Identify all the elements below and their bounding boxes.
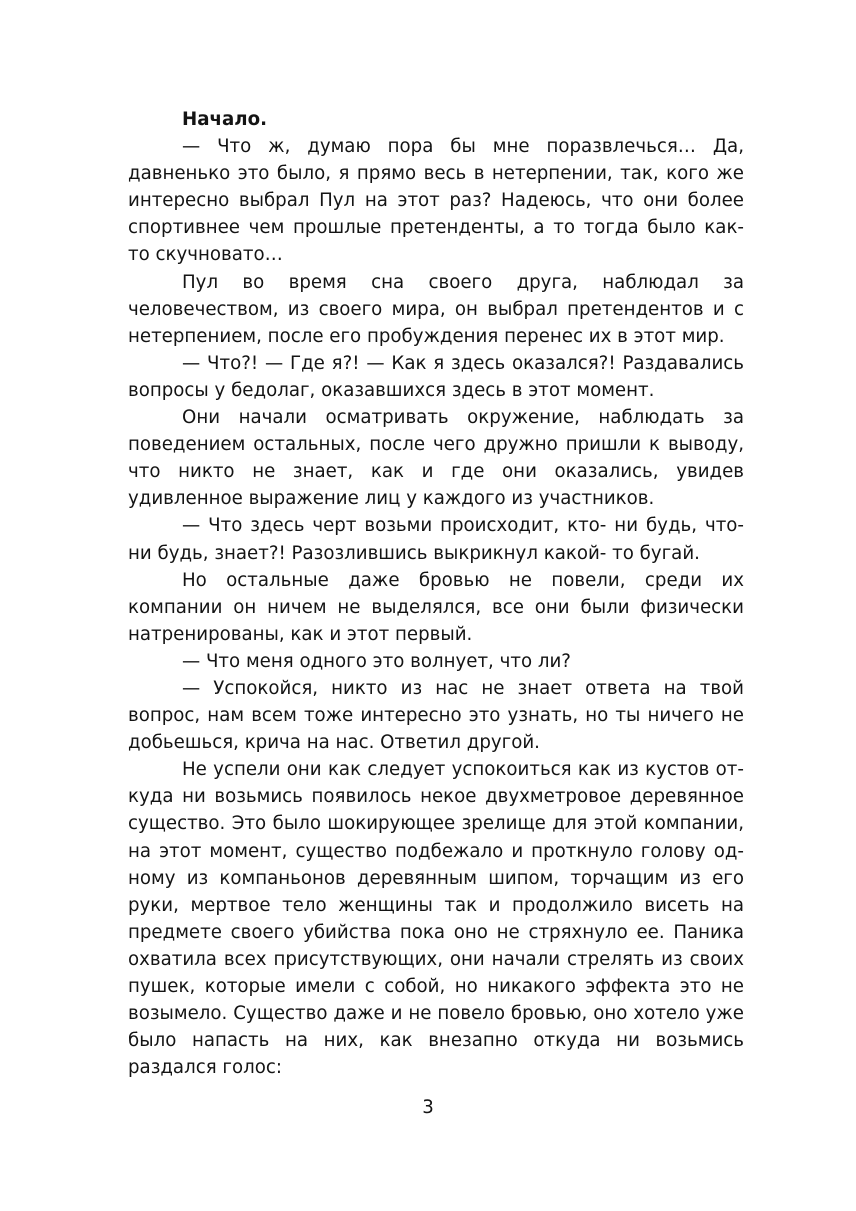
- paragraph: Пул во время сна своего друга, наблюдал за человечеством, из своего мира, он выбрал претендентов и с нетерпением, после его пробуждения перенес их в этот мир.: [128, 271, 744, 347]
- paragraph: — Что меня одного это волнует, что ли?: [182, 650, 571, 672]
- paragraph: — Успокойся, никто из нас не знает ответа на твой вопрос, нам всем тоже интересно это узнать, но ты ничего не добьешься, крича на нас. Ответил другой.: [128, 677, 744, 754]
- page-text: [128, 106, 744, 1081]
- paragraph: Но остальные даже бровью не повели, среди их компании он ничем не выделялся, все они были физически натренированы, как и этот первый.: [128, 569, 744, 645]
- paragraph: Они начали осматривать окружение, наблюдать за поведением остальных, после чего дружно пришли к выводу, что никто не знает, как и где они оказались, увидев удивленное выражение лиц у каждого из участников.: [128, 407, 744, 510]
- paragraph: — Что ж, думаю пора бы мне поразвлечься… Да, давненько это было, я прямо весь в нетерпении, так, кого же интересно выбрал Пул на этот раз? Надеюсь, что они более спортивнее чем прошлые претенденты, а то тогда было как- то скучновато…: [128, 136, 744, 266]
- paragraph: Не успели они как следует успокоиться как из кустов откуда ни возьмись появилось некое двухметровое деревянное существо. Это было шокирующее зрелище для этой компании, на этот момент, существо подбежало и проткнуло голову одному из компаньонов деревянным шипом, торчащим из его руки, мертвое тело женщины так и продолжило висеть на предмете своего убийства пока оно не стряхнуло ее. Паника охватила всех присутствующих, они начали стрелять из своих пушек, которые имели с собой, но никакого эффекта это не возымело. Существо даже и не повело бровью, оно хотело уже было напасть на них, как внезапно откуда ни возьмись раздался голос:: [128, 759, 744, 1079]
- paragraph: — Что здесь черт возьми происходит, кто- ни будь, что- ни будь, знает?! Разозлившись выкрикнул какой- то бугай.: [128, 515, 744, 564]
- paragraph: — Что?! — Где я?! — Как я здесь оказался?! Раздавались вопросы у бедолаг, оказавшихся здесь в этот момент.: [128, 352, 744, 401]
- page-number: 3: [422, 1097, 434, 1118]
- chapter-heading: Начало.: [182, 109, 267, 130]
